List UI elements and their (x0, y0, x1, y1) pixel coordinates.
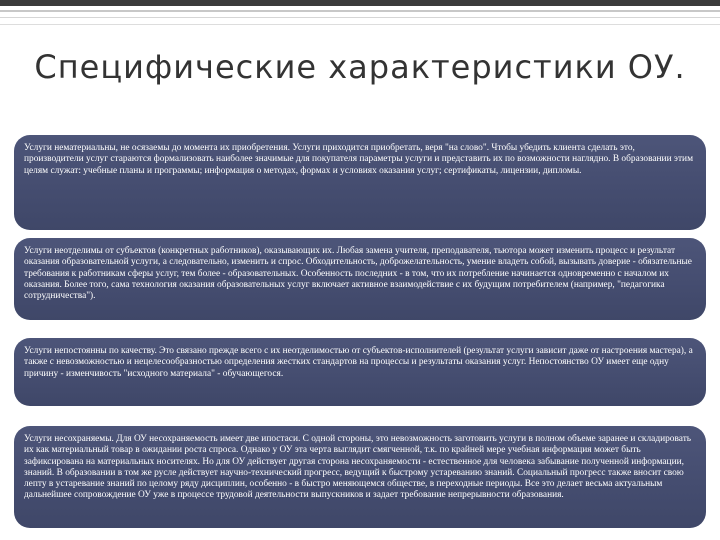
block-text: Услуги непостоянны по качеству. Это связано прежде всего с их неотделимостью от субъектов-исполнителей (результат услуги зависит даже от настроения мастера), а также с невозможностью и нецелесообразностью определения жестких стандартов на процессы и результаты оказания услуг. Непостоянство ОУ имеет еще одну причину - изменчивость "исходного материала" - обучающегося. (24, 346, 693, 379)
block-text: Услуги неотделимы от субъектов (конкретных работников), оказывающих их. Любая замена учителя, преподавателя, тьютора может изменить процесс и результат оказания образовательной услуги, а следовательно, изменить и спрос. Обходительность, доброжелательность, умение владеть собой, вызывать доверие - обязательные требования к работникам сферы услуг, тем более - образовательных. Особенность последних - в том, что их потребление начинается одновременно с началом их оказания. Более того, сама технология оказания образовательных услуг включает активное взаимодействие с их будущим потребителем (например, "педагогика сотрудничества"). (24, 246, 692, 302)
content-block-inseparability (14, 238, 706, 320)
top-accent-bar (0, 0, 720, 6)
block-text: Услуги нематериальны, не осязаемы до момента их приобретения. Услуги приходится приобретать, веря "на слово". Чтобы убедить клиента сделать это, производители услуг стараются формализовать наиболее значимые для покупателя параметры услуги и представить их по возможности наглядно. В образовании этим целям служат: учебные планы и программы; информация о методах, формах и условиях оказания услуг; сертификаты, лицензии, дипломы. (24, 143, 694, 176)
decorative-stripes (0, 10, 720, 44)
slide-title: Специфические характеристики ОУ. (34, 48, 686, 86)
content-block-perishability (14, 426, 706, 528)
content-block-intangibility (14, 135, 706, 230)
content-block-variability (14, 338, 706, 406)
block-text: Услуги несохраняемы. Для ОУ несохраняемость имеет две ипостаси. С одной стороны, это невозможность заготовить услуги в полном объеме заранее и складировать их как материальный товар в ожидании роста спроса. Однако у ОУ эта черта выглядит смягченной, т.к. по крайней мере учебная информация может быть зафиксирована на материальных носителях. Но для ОУ действует другая сторона несохраняемости - естественное для человека забывание полученной информации, знаний. В образовании в том же русле действует научно-технический прогресс, ведущий к быстрому устареванию знаний. Социальный прогресс также вносит свою лепту в устаревание знаний по целому ряду дисциплин, особенно - в быстро меняющемся обществе, в переходные периоды. Все это делает весьма актуальным дальнейшее сопровождение ОУ уже в процессе трудовой деятельности выпускников и задает требование непрерывности образования. (24, 434, 692, 501)
